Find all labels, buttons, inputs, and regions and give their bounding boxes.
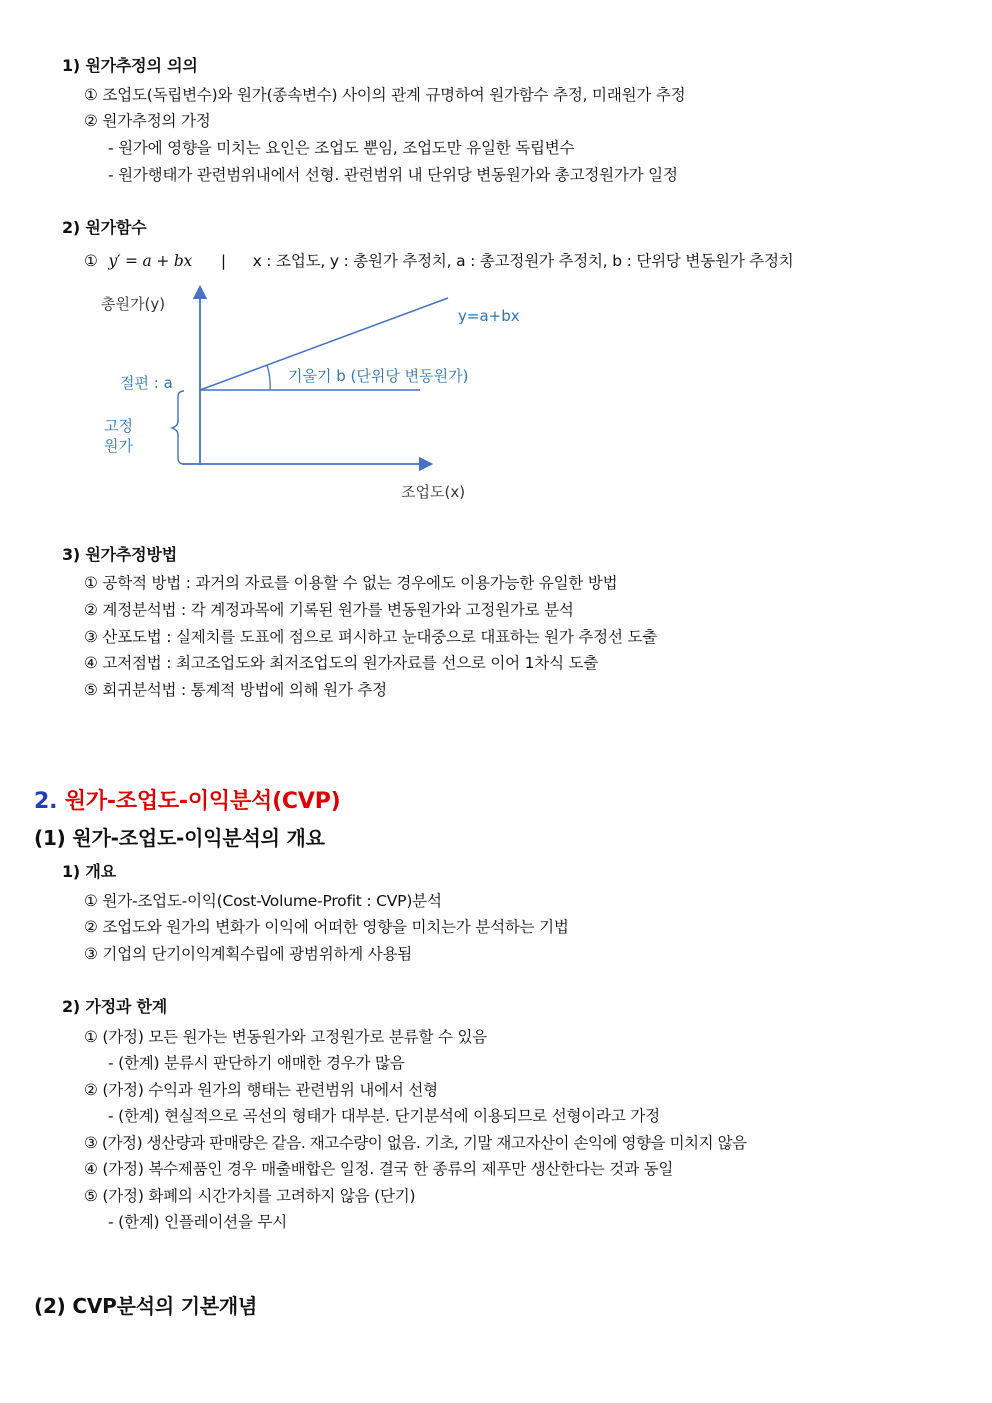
intercept-label: 절편 : a	[120, 374, 173, 392]
cost-function-description: x : 조업도, y : 총원가 추정치, a : 총고정원가 추정치, b : 단위당 변동원가 추정치	[252, 252, 794, 270]
fixed-cost-brace	[172, 391, 184, 464]
limit-line: - (한계) 분류시 판단하기 애매한 경우가 많음	[108, 1054, 405, 1072]
slope-arc	[267, 365, 270, 390]
section-title: 원가-조업도-이익분석(CVP)	[64, 789, 341, 814]
fixed-cost-label-2: 원가	[104, 437, 133, 455]
fixed-cost-label-1: 고정	[104, 417, 133, 435]
method-item: ① 공학적 방법 : 과거의 자료를 이용할 수 없는 경우에도 이용가능한 유일한 방법	[84, 574, 618, 592]
assumption-line: ② (가정) 수익과 원가의 행태는 관련범위 내에서 선형	[84, 1081, 438, 1099]
heading-assumptions-limits: 2) 가정과 한계	[62, 997, 168, 1016]
cost-function-formula: y′ = a + bx	[108, 252, 193, 270]
line-1-2: ② 원가추정의 가정	[84, 112, 211, 130]
limit-line: - (한계) 현실적으로 곡선의 형태가 대부분. 단기분석에 이용되므로 선형이라고 가정	[108, 1107, 660, 1125]
bullet-1: ①	[84, 252, 98, 270]
subsection-cvp-basics: (2) CVP분석의 기본개념	[34, 1294, 258, 1318]
cost-function-chart	[0, 0, 992, 520]
method-item: ③ 산포도법 : 실제치를 도표에 점으로 펴시하고 눈대중으로 대표하는 원가 추정선 도출	[84, 628, 657, 646]
subsection-cvp-overview: (1) 원가-조업도-이익분석의 개요	[34, 826, 325, 850]
x-axis-label: 조업도(x)	[401, 483, 466, 501]
assumption-line: ① (가정) 모든 원가는 변동원가와 고정원가로 분류할 수 있음	[84, 1028, 487, 1046]
assumption-line: ③ (가정) 생산량과 판매량은 같음. 재고수량이 없음. 기초, 기말 재고자산이 손익에 영향을 미치지 않음	[84, 1134, 747, 1152]
line-1-4: - 원가행태가 관련범위내에서 선형. 관련범위 내 단위당 변동원가와 총고정원가가 일정	[108, 166, 678, 184]
line-1-1: ① 조업도(독립변수)와 원가(종속변수) 사이의 관계 규명하여 원가함수 추정, 미래원가 추정	[84, 86, 686, 104]
method-item: ⑤ 회귀분석법 : 통계적 방법에 의해 원가 추정	[84, 681, 387, 699]
separator: |	[220, 252, 226, 270]
heading-overview: 1) 개요	[62, 862, 116, 881]
heading-cost-function: 2) 원가함수	[62, 218, 147, 237]
heading-estimation-methods: 3) 원가추정방법	[62, 545, 177, 564]
method-item: ④ 고저점법 : 최고조업도와 최저조업도의 원가자료를 선으로 이어 1차식 도출	[84, 654, 599, 672]
assumption-line: ④ (가정) 복수제품인 경우 매출배합은 일정. 결국 한 종류의 제푸만 생산한다는 것과 동일	[84, 1160, 674, 1178]
limit-line: - (한계) 인플레이션을 무시	[108, 1213, 287, 1231]
overview-item: ③ 기업의 단기이익계획수립에 광범위하게 사용됨	[84, 945, 413, 963]
overview-item: ② 조업도와 원가의 변화가 이익에 어떠한 영향을 미치는가 분석하는 기법	[84, 918, 569, 936]
overview-item: ① 원가-조업도-이익(Cost-Volume-Profit : CVP)분석	[84, 892, 442, 910]
slope-label: 기울기 b (단위당 변동원가)	[288, 367, 469, 385]
line-label: y=a+bx	[458, 307, 520, 325]
section-number: 2.	[34, 789, 58, 814]
section-cvp-heading	[34, 788, 340, 816]
y-axis-label: 총원가(y)	[101, 295, 166, 313]
heading-cost-estimation-meaning: 1) 원가추정의 의의	[62, 56, 198, 75]
line-1-3: - 원가에 영향을 미치는 요인은 조업도 뿐임, 조업도만 유일한 독립변수	[108, 139, 575, 157]
assumption-line: ⑤ (가정) 화폐의 시간가치를 고려하지 않음 (단기)	[84, 1187, 416, 1205]
method-item: ② 계정분석법 : 각 계정과목에 기록된 원가를 변동원가와 고정원가로 분석	[84, 601, 574, 619]
